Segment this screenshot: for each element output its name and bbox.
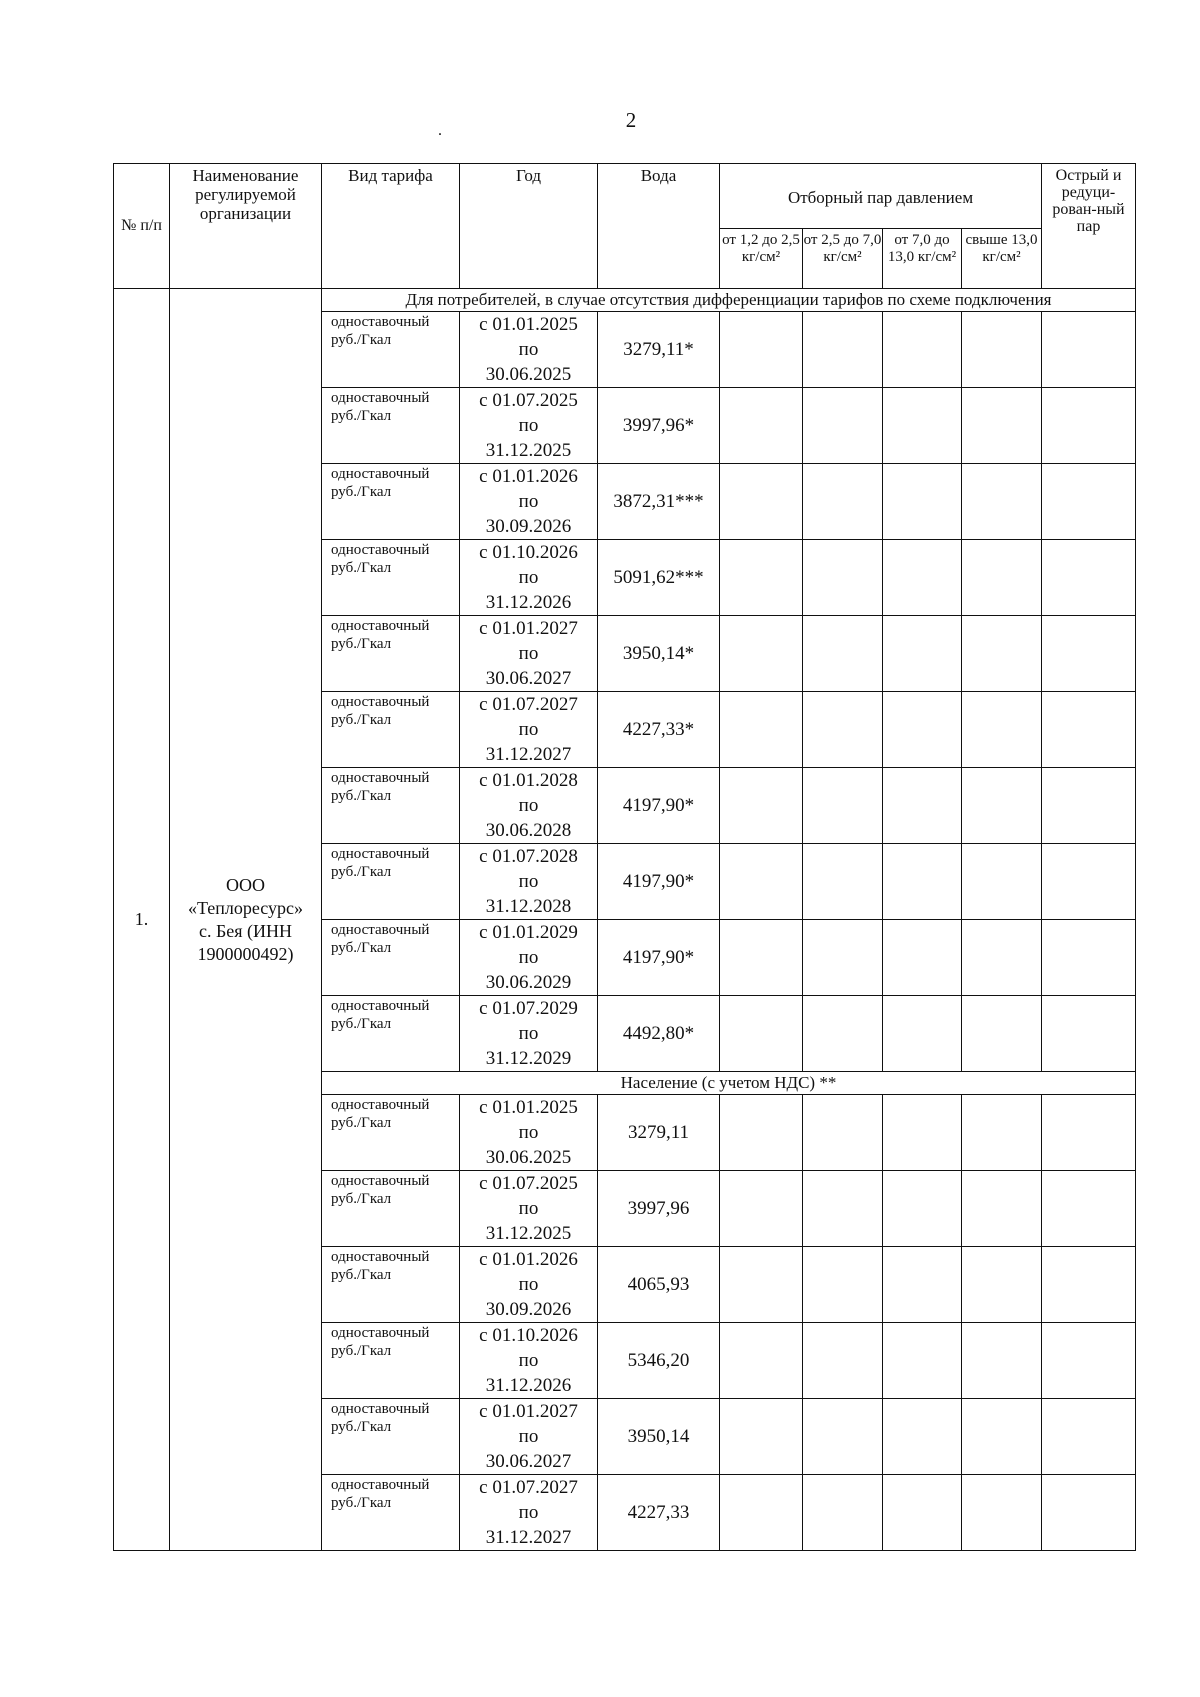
period-mid: по (518, 871, 539, 892)
empty-steam-cell (803, 388, 883, 464)
header-org-name: Наименование регулируемой организации (170, 164, 322, 289)
tariff-type-label: одноставочный (331, 314, 430, 330)
water-value: 5091,62*** (598, 540, 720, 616)
water-value: 4492,80* (598, 996, 720, 1072)
header-steam-2: от 2,5 до 7,0 кг/см² (803, 229, 883, 289)
empty-steam-cell (803, 1247, 883, 1323)
empty-steam-cell (883, 844, 962, 920)
empty-steam-cell (1042, 768, 1136, 844)
period-cell (460, 996, 598, 1072)
period-from: с 01.01.2025 (479, 314, 578, 335)
stray-dot: . (438, 122, 442, 139)
row-index: 1. (114, 289, 170, 1551)
empty-steam-cell (883, 1171, 962, 1247)
period-from: с 01.07.2027 (479, 1477, 578, 1498)
water-value: 4227,33 (598, 1475, 720, 1551)
period-mid: по (518, 719, 539, 740)
empty-steam-cell (962, 1247, 1042, 1323)
period-cell (460, 692, 598, 768)
tariff-unit-label: руб./Гкал (331, 1267, 392, 1283)
period-from: с 01.01.2028 (479, 770, 578, 791)
period-cell (460, 1247, 598, 1323)
period-to: 31.12.2026 (485, 1375, 572, 1396)
empty-steam-cell (720, 616, 803, 692)
organization-cell (170, 289, 322, 1551)
empty-steam-cell (883, 1323, 962, 1399)
empty-steam-cell (962, 616, 1042, 692)
period-cell (460, 844, 598, 920)
water-value: 3997,96* (598, 388, 720, 464)
period-mid: по (518, 1198, 539, 1219)
tariff-type-cell (322, 692, 460, 768)
period-from: с 01.01.2027 (479, 1401, 578, 1422)
empty-steam-cell (1042, 1399, 1136, 1475)
water-value: 3279,11 (598, 1095, 720, 1171)
empty-steam-cell (720, 1095, 803, 1171)
header-tariff-type: Вид тарифа (322, 164, 460, 289)
period-mid: по (518, 339, 539, 360)
empty-steam-cell (803, 692, 883, 768)
period-from: с 01.01.2029 (479, 922, 578, 943)
header-num: № п/п (114, 164, 170, 289)
empty-steam-cell (883, 1247, 962, 1323)
empty-steam-cell (962, 1323, 1042, 1399)
period-mid: по (518, 1023, 539, 1044)
water-value: 3872,31*** (598, 464, 720, 540)
period-mid: по (518, 567, 539, 588)
tariff-unit-label: руб./Гкал (331, 1419, 392, 1435)
tariff-unit-label: руб./Гкал (331, 940, 392, 956)
period-to: 31.12.2026 (485, 592, 572, 613)
period-from: с 01.10.2026 (479, 542, 578, 563)
tariff-unit-label: руб./Гкал (331, 332, 392, 348)
tariff-unit-label: руб./Гкал (331, 712, 392, 728)
empty-steam-cell (803, 1095, 883, 1171)
empty-steam-cell (1042, 540, 1136, 616)
empty-steam-cell (803, 996, 883, 1072)
period-mid: по (518, 1350, 539, 1371)
tariff-type-label: одноставочный (331, 466, 430, 482)
water-value: 4197,90* (598, 844, 720, 920)
period-cell (460, 540, 598, 616)
empty-steam-cell (720, 1171, 803, 1247)
tariff-type-label: одноставочный (331, 390, 430, 406)
period-to: 31.12.2027 (485, 744, 572, 765)
empty-steam-cell (962, 768, 1042, 844)
empty-steam-cell (720, 844, 803, 920)
tariff-type-cell (322, 1475, 460, 1551)
period-cell (460, 388, 598, 464)
empty-steam-cell (803, 616, 883, 692)
header-water: Вода (598, 164, 720, 289)
period-mid: по (518, 1426, 539, 1447)
empty-steam-cell (1042, 920, 1136, 996)
empty-steam-cell (1042, 464, 1136, 540)
empty-steam-cell (1042, 312, 1136, 388)
tariff-type-label: одноставочный (331, 1325, 430, 1341)
period-to: 31.12.2028 (485, 896, 572, 917)
water-value: 4197,90* (598, 920, 720, 996)
water-value: 3950,14 (598, 1399, 720, 1475)
empty-steam-cell (803, 768, 883, 844)
period-mid: по (518, 643, 539, 664)
empty-steam-cell (803, 540, 883, 616)
empty-steam-cell (720, 464, 803, 540)
period-to: 30.06.2028 (485, 820, 572, 841)
empty-steam-cell (720, 312, 803, 388)
header-steam-3: от 7,0 до 13,0 кг/см² (883, 229, 962, 289)
empty-steam-cell (883, 312, 962, 388)
group-title-population: Население (с учетом НДС) ** (322, 1072, 1136, 1095)
empty-steam-cell (1042, 996, 1136, 1072)
header-year: Год (460, 164, 598, 289)
water-value: 4197,90* (598, 768, 720, 844)
tariff-type-cell (322, 616, 460, 692)
empty-steam-cell (803, 920, 883, 996)
period-to: 30.09.2026 (485, 1299, 572, 1320)
tariff-type-label: одноставочный (331, 1477, 430, 1493)
period-cell (460, 464, 598, 540)
tariff-type-label: одноставочный (331, 618, 430, 634)
tariff-unit-label: руб./Гкал (331, 1191, 392, 1207)
period-from: с 01.01.2025 (479, 1097, 578, 1118)
period-from: с 01.01.2027 (479, 618, 578, 639)
empty-steam-cell (962, 312, 1042, 388)
tariff-type-label: одноставочный (331, 998, 430, 1014)
empty-steam-cell (962, 920, 1042, 996)
empty-steam-cell (962, 540, 1042, 616)
empty-steam-cell (883, 540, 962, 616)
tariff-type-label: одноставочный (331, 1097, 430, 1113)
empty-steam-cell (720, 1323, 803, 1399)
tariff-type-label: одноставочный (331, 846, 430, 862)
period-mid: по (518, 1122, 539, 1143)
period-from: с 01.01.2026 (479, 1249, 578, 1270)
period-to: 30.09.2026 (485, 516, 572, 537)
empty-steam-cell (720, 1399, 803, 1475)
period-cell (460, 1171, 598, 1247)
period-mid: по (518, 1502, 539, 1523)
empty-steam-cell (883, 920, 962, 996)
empty-steam-cell (1042, 1247, 1136, 1323)
period-cell (460, 920, 598, 996)
empty-steam-cell (1042, 844, 1136, 920)
empty-steam-cell (1042, 1475, 1136, 1551)
tariff-type-cell (322, 312, 460, 388)
period-cell (460, 1475, 598, 1551)
tariff-unit-label: руб./Гкал (331, 1495, 392, 1511)
tariff-unit-label: руб./Гкал (331, 1016, 392, 1032)
tariff-type-cell (322, 844, 460, 920)
empty-steam-cell (883, 996, 962, 1072)
empty-steam-cell (962, 996, 1042, 1072)
empty-steam-cell (803, 1323, 883, 1399)
period-to: 30.06.2027 (485, 668, 572, 689)
organization-line: «Теплоресурс» (187, 897, 304, 918)
tariff-type-cell (322, 1247, 460, 1323)
empty-steam-cell (962, 1475, 1042, 1551)
empty-steam-cell (720, 540, 803, 616)
empty-steam-cell (1042, 616, 1136, 692)
tariff-type-cell (322, 920, 460, 996)
group-title-consumers-row (114, 289, 1136, 312)
empty-steam-cell (883, 692, 962, 768)
period-to: 30.06.2027 (485, 1451, 572, 1472)
empty-steam-cell (962, 692, 1042, 768)
empty-steam-cell (720, 996, 803, 1072)
empty-steam-cell (1042, 1095, 1136, 1171)
empty-steam-cell (720, 1475, 803, 1551)
period-to: 31.12.2025 (485, 1223, 572, 1244)
tariff-type-cell (322, 1171, 460, 1247)
tariff-type-cell (322, 1323, 460, 1399)
empty-steam-cell (883, 1399, 962, 1475)
tariff-unit-label: руб./Гкал (331, 636, 392, 652)
empty-steam-cell (720, 768, 803, 844)
tariff-type-label: одноставочный (331, 1401, 430, 1417)
empty-steam-cell (803, 312, 883, 388)
organization-line: с. Бея (ИНН (198, 920, 293, 941)
water-value: 4227,33* (598, 692, 720, 768)
empty-steam-cell (803, 464, 883, 540)
tariff-type-cell (322, 388, 460, 464)
empty-steam-cell (720, 920, 803, 996)
empty-steam-cell (1042, 1171, 1136, 1247)
tariff-type-label: одноставочный (331, 922, 430, 938)
empty-steam-cell (803, 1475, 883, 1551)
empty-steam-cell (883, 768, 962, 844)
empty-steam-cell (1042, 692, 1136, 768)
empty-steam-cell (1042, 1323, 1136, 1399)
water-value: 5346,20 (598, 1323, 720, 1399)
tariff-type-cell (322, 540, 460, 616)
organization-line: ООО (226, 874, 265, 895)
header-sharp-steam: Острый и редуци-рован-ный пар (1042, 164, 1136, 289)
tariff-unit-label: руб./Гкал (331, 408, 392, 424)
empty-steam-cell (883, 1095, 962, 1171)
empty-steam-cell (962, 1399, 1042, 1475)
tariff-type-cell (322, 768, 460, 844)
period-from: с 01.07.2025 (479, 390, 578, 411)
tariff-unit-label: руб./Гкал (331, 788, 392, 804)
empty-steam-cell (720, 388, 803, 464)
empty-steam-cell (962, 1095, 1042, 1171)
tariff-unit-label: руб./Гкал (331, 1343, 392, 1359)
period-mid: по (518, 491, 539, 512)
header-steam-1: от 1,2 до 2,5 кг/см² (720, 229, 803, 289)
tariff-type-cell (322, 1399, 460, 1475)
tariff-type-label: одноставочный (331, 542, 430, 558)
tariff-unit-label: руб./Гкал (331, 560, 392, 576)
tariff-type-cell (322, 996, 460, 1072)
tariff-type-label: одноставочный (331, 1249, 430, 1265)
empty-steam-cell (720, 1247, 803, 1323)
water-value: 3950,14* (598, 616, 720, 692)
period-from: с 01.07.2025 (479, 1173, 578, 1194)
period-from: с 01.10.2026 (479, 1325, 578, 1346)
page-number: 2 (625, 108, 637, 132)
water-value: 4065,93 (598, 1247, 720, 1323)
water-value: 3279,11* (598, 312, 720, 388)
group-title-consumers: Для потребителей, в случае отсутствия дифференциации тарифов по схеме подключения (322, 289, 1136, 312)
empty-steam-cell (1042, 388, 1136, 464)
period-cell (460, 1323, 598, 1399)
empty-steam-cell (962, 844, 1042, 920)
empty-steam-cell (962, 1171, 1042, 1247)
tariff-type-label: одноставочный (331, 770, 430, 786)
empty-steam-cell (803, 844, 883, 920)
period-cell (460, 312, 598, 388)
period-from: с 01.07.2029 (479, 998, 578, 1019)
period-to: 30.06.2025 (485, 364, 572, 385)
tariff-type-label: одноставочный (331, 694, 430, 710)
period-from: с 01.07.2028 (479, 846, 578, 867)
period-cell (460, 616, 598, 692)
organization-line: 1900000492) (197, 943, 294, 964)
empty-steam-cell (883, 1475, 962, 1551)
period-to: 31.12.2029 (485, 1048, 572, 1069)
water-value: 3997,96 (598, 1171, 720, 1247)
period-from: с 01.07.2027 (479, 694, 578, 715)
tariff-unit-label: руб./Гкал (331, 1115, 392, 1131)
period-to: 30.06.2025 (485, 1147, 572, 1168)
empty-steam-cell (803, 1399, 883, 1475)
empty-steam-cell (883, 464, 962, 540)
period-cell (460, 1399, 598, 1475)
period-to: 31.12.2027 (485, 1527, 572, 1548)
empty-steam-cell (720, 692, 803, 768)
period-mid: по (518, 1274, 539, 1295)
tariff-type-cell (322, 464, 460, 540)
empty-steam-cell (962, 464, 1042, 540)
tariff-type-cell (322, 1095, 460, 1171)
header-steam-4: свыше 13,0 кг/см² (962, 229, 1042, 289)
empty-steam-cell (883, 616, 962, 692)
period-mid: по (518, 415, 539, 436)
header-steam-group: Отборный пар давлением (720, 164, 1042, 229)
period-to: 31.12.2025 (485, 440, 572, 461)
empty-steam-cell (962, 388, 1042, 464)
tariff-unit-label: руб./Гкал (331, 484, 392, 500)
tariff-unit-label: руб./Гкал (331, 864, 392, 880)
tariff-type-label: одноставочный (331, 1173, 430, 1189)
period-cell (460, 1095, 598, 1171)
period-mid: по (518, 795, 539, 816)
period-to: 30.06.2029 (485, 972, 572, 993)
tariff-table (113, 163, 1136, 1551)
period-mid: по (518, 947, 539, 968)
period-from: с 01.01.2026 (479, 466, 578, 487)
empty-steam-cell (803, 1171, 883, 1247)
empty-steam-cell (883, 388, 962, 464)
period-cell (460, 768, 598, 844)
